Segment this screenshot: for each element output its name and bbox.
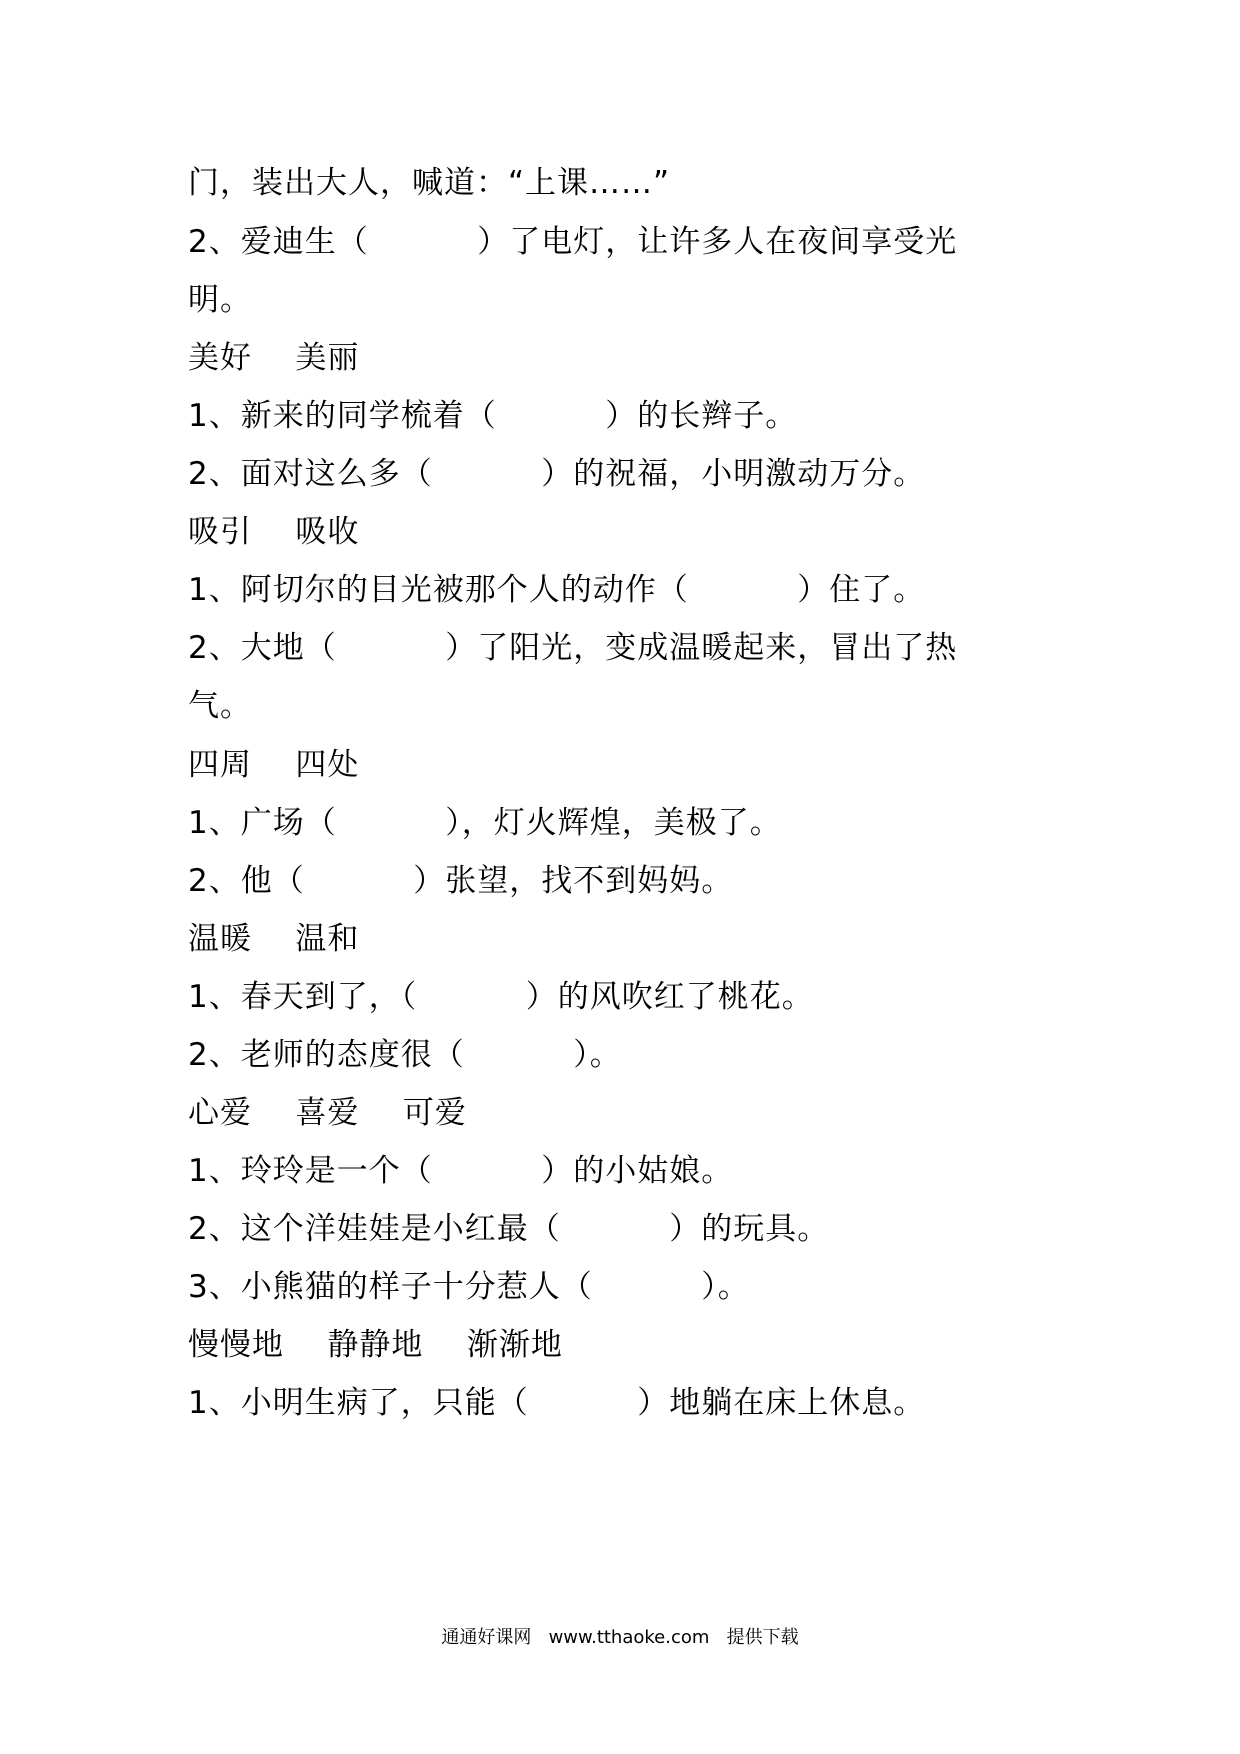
text-line: 1、小明生病了，只能（ ）地躺在床上休息。 [188,1385,926,1421]
text-line: 1、阿切尔的目光被那个人的动作（ ）住了。 [188,572,926,608]
text-line: 2、老师的态度很（ ）。 [188,1037,622,1073]
text-line: 2、这个洋娃娃是小红最（ ）的玩具。 [188,1211,830,1247]
text-line: 明。 [188,282,252,318]
text-line: 2、爱迪生（ ）了电灯，让许多人在夜间享受光 [188,224,958,260]
page-footer: 通通好课网 www.tthaoke.com 提供下载 [441,1627,799,1648]
word-choice-heading: 四周 四处 [188,747,360,783]
word-choice-heading: 慢慢地 静静地 渐渐地 [188,1327,563,1363]
word-choice-heading: 美好 美丽 [188,340,360,376]
text-line: 1、春天到了，（ ）的风吹红了桃花。 [188,979,814,1015]
text-line: 1、广场（ ），灯火辉煌，美极了。 [188,805,782,841]
word-choice-heading: 吸引 吸收 [188,514,360,550]
text-line: 气。 [188,688,252,724]
text-line: 3、小熊猫的样子十分惹人（ ）。 [188,1269,750,1305]
text-line: 1、玲玲是一个（ ）的小姑娘。 [188,1153,734,1189]
text-line: 1、新来的同学梳着（ ）的长辫子。 [188,398,798,434]
text-line: 2、大地（ ）了阳光，变成温暖起来，冒出了热 [188,630,958,666]
text-line: 2、他（ ）张望，找不到妈妈。 [188,863,734,899]
word-choice-heading: 温暖 温和 [188,921,360,957]
text-line: 门，装出大人，喊道：“上课……” [188,165,671,201]
text-line: 2、面对这么多（ ）的祝福，小明激动万分。 [188,456,926,492]
word-choice-heading: 心爱 喜爱 可爱 [188,1095,467,1131]
